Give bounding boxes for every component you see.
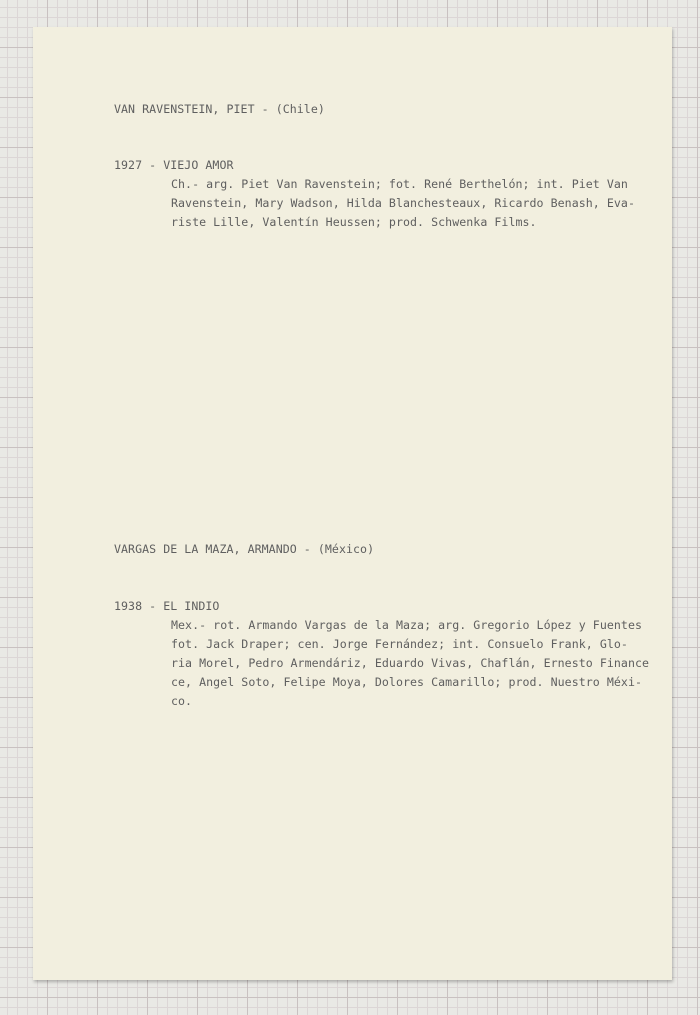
credit-line: Ch.- arg. Piet Van Ravenstein; fot. René Berthelón; int. Piet Van (171, 177, 628, 191)
credit-line: riste Lille, Valentín Heussen; prod. Schwenka Films. (171, 215, 537, 229)
credit-line: co. (171, 694, 193, 708)
credit-line: ria Morel, Pedro Armendáriz, Eduardo Vivas, Chaflán, Ernesto Finance (171, 656, 650, 670)
director-heading: VAN RAVENSTEIN, PIET - (Chile) (114, 102, 325, 116)
film-title-line: 1938 - EL INDIO (114, 599, 220, 613)
credit-line: Mex.- rot. Armando Vargas de la Maza; arg. Gregorio López y Fuentes (171, 618, 643, 632)
director-heading: VARGAS DE LA MAZA, ARMANDO - (México) (114, 542, 375, 556)
typewritten-sheet (33, 27, 672, 980)
credit-line: fot. Jack Draper; cen. Jorge Fernández; int. Consuelo Frank, Glo- (171, 637, 628, 651)
credit-line: ce, Angel Soto, Felipe Moya, Dolores Camarillo; prod. Nuestro Méxi- (171, 675, 643, 689)
film-title-line: 1927 - VIEJO AMOR (114, 158, 234, 172)
credit-line: Ravenstein, Mary Wadson, Hilda Blanchesteaux, Ricardo Benash, Eva- (171, 196, 635, 210)
